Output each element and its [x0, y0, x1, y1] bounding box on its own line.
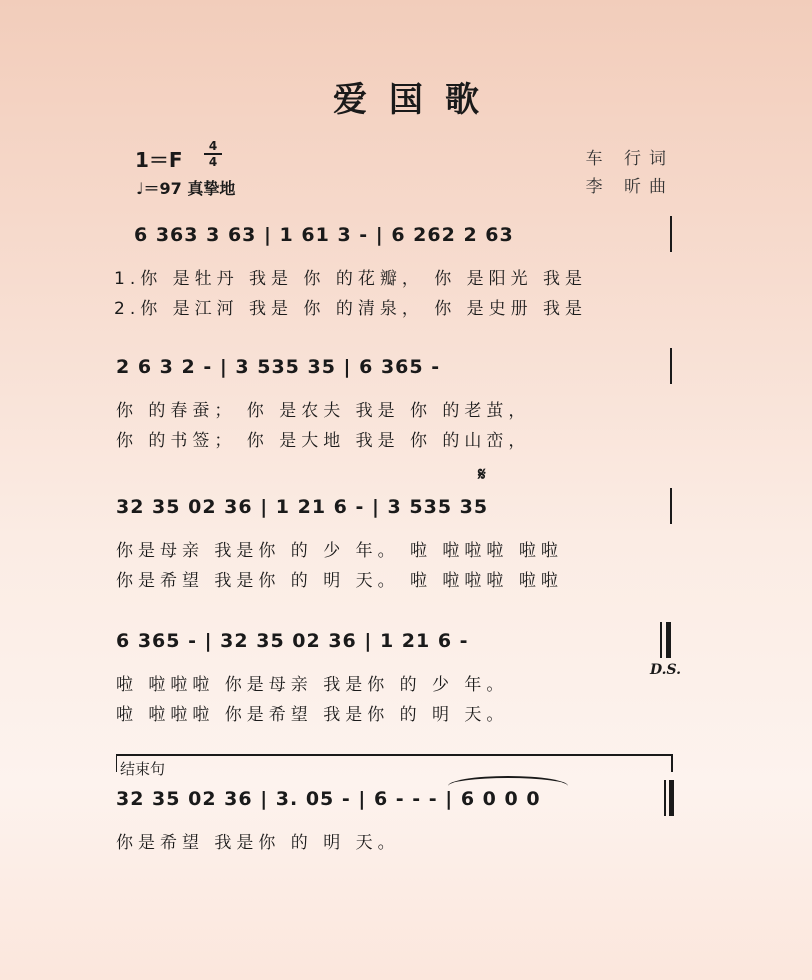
lyric-row-1-verse-2: 2.你 是江河 我是 你 的清泉， 你 是史册 我是	[114, 299, 588, 319]
lyric-row-4-verse-2: 啦 啦啦啦 你是希望 我是你 的 明 天。	[116, 705, 509, 725]
repeat-bar-thin	[660, 622, 662, 658]
lyric-row-3-verse-2: 你是希望 我是你 的 明 天。 啦 啦啦啦 啦啦	[116, 571, 563, 591]
time-bottom: 4	[208, 155, 218, 169]
notation-row-2: 2 6 3 2 - | 3 535 35 | 6 365 -	[116, 356, 441, 378]
lyric-row-4-verse-1: 啦 啦啦啦 你是母亲 我是你 的 少 年。	[116, 675, 509, 695]
lyric-ending: 你是希望 我是你 的 明 天。	[116, 833, 400, 853]
ending-label: 结束句	[120, 760, 166, 778]
segno-sign: 𝄋	[478, 464, 486, 485]
time-signature	[204, 140, 222, 168]
ending-bracket	[116, 754, 673, 772]
lyric-row-2-verse-1: 你 的春蚕； 你 是农夫 我是 你 的老茧，	[116, 401, 531, 421]
bar-line	[670, 488, 672, 524]
dal-segno-marking: D.S.	[650, 662, 682, 678]
final-bar-thin	[664, 780, 666, 816]
lyric-row-2-verse-2: 你 的书签； 你 是大地 我是 你 的山峦，	[116, 431, 531, 451]
notation-row-4: 6 365 - | 32 35 02 36 | 1 21 6 -	[116, 630, 469, 652]
tempo-marking: ♩＝97 真挚地	[136, 179, 236, 198]
song-title: 爱国歌	[333, 80, 501, 120]
notation-row-1: 6 363 3 63 | 1 61 3 - | 6 262 2 63	[134, 224, 514, 246]
bar-line	[670, 216, 672, 252]
final-bar-thick	[669, 780, 674, 816]
notation-row-3: 32 35 02 36 | 1 21 6 - | 3 535 35	[116, 496, 489, 518]
composer-credit: 李 昕曲	[585, 177, 674, 197]
tie-arc	[448, 776, 568, 786]
lyricist-credit: 车 行词	[585, 149, 674, 169]
bar-line	[670, 348, 672, 384]
notation-ending: 32 35 02 36 | 3. 05 - | 6 - - - | 6 0 0 0	[116, 788, 541, 810]
lyric-row-3-verse-1: 你是母亲 我是你 的 少 年。 啦 啦啦啦 啦啦	[116, 541, 563, 561]
key-signature: 1＝F	[135, 148, 183, 172]
repeat-bar-thick	[666, 622, 671, 658]
lyric-row-1-verse-1: 1.你 是牡丹 我是 你 的花瓣， 你 是阳光 我是	[114, 269, 588, 289]
time-top: 4	[208, 139, 218, 153]
